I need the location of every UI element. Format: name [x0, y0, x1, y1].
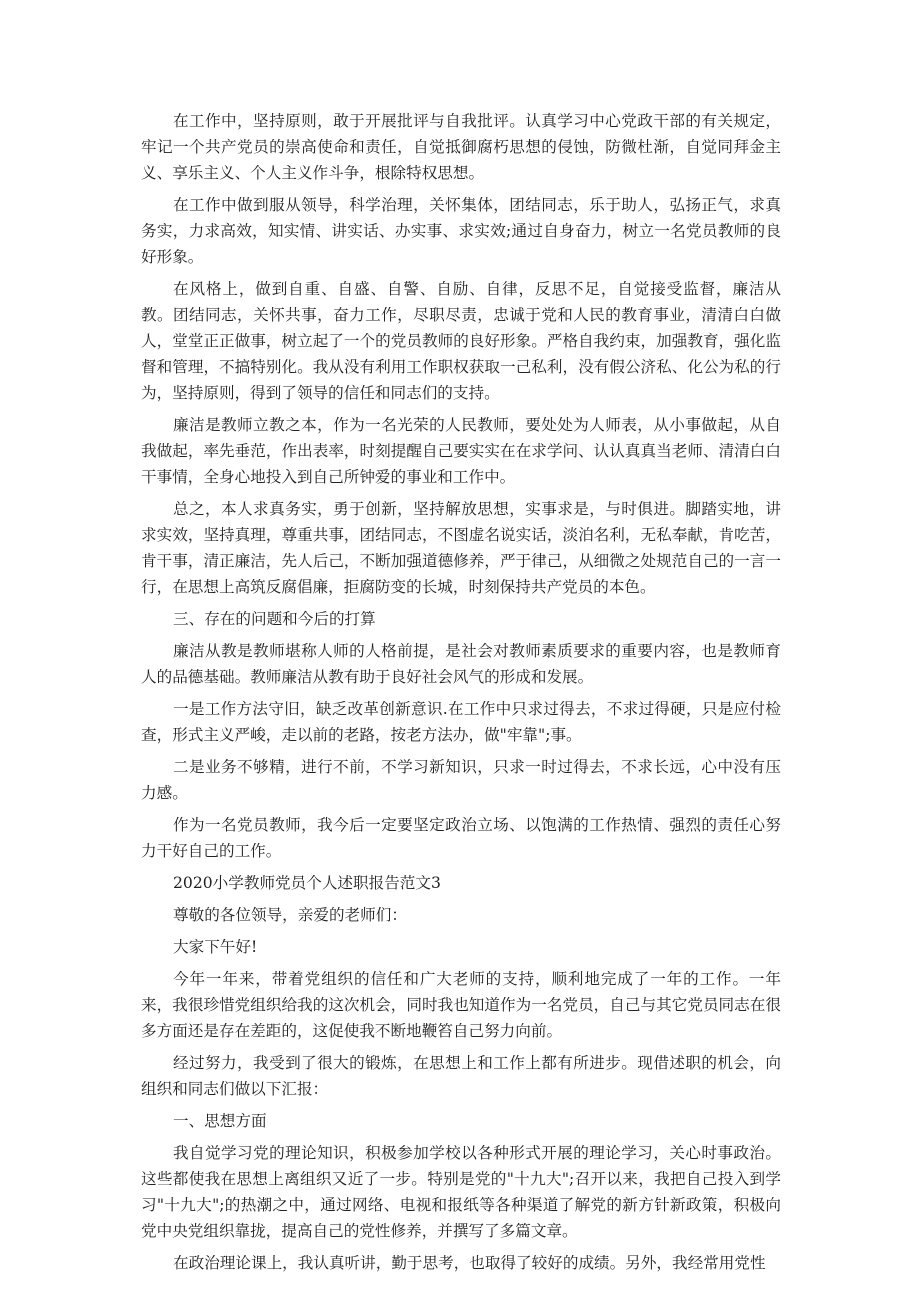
paragraph-discipline: 在工作中，坚持原则，敢于开展批评与自我批评。认真学习中心党政干部的有关规定，牢记一个共产党员的崇高使命和责任，自觉抵御腐朽思想的侵蚀，防微杜渐，自觉同拜金主义、享乐主义、个人主义作斗争，根除特权思想。 [141, 112, 781, 182]
document-body [141, 108, 781, 1282]
paragraph-problem-two: 二是业务不够精，进行不前，不学习新知识，只求一时过得去，不求长远，心中没有压力感。 [141, 758, 781, 802]
report-title: 2020小学教师党员个人述职报告范文3 [173, 874, 441, 892]
paragraph-political-class: 在政治理论课上，我认真听讲，勤于思考，也取得了较好的成绩。另外，我经常用党性 [173, 1254, 766, 1272]
section-heading-thought: 一、思想方面 [173, 1112, 267, 1130]
paragraph-progress: 经过努力，我受到了很大的锻炼，在思想上和工作上都有所进步。现借述职的机会，向组织和同志们做以下汇报： [141, 1054, 781, 1098]
paragraph-integrity: 廉洁是教师立教之本，作为一名光荣的人民教师，要处处为人师表，从小事做起，从自我做起，率先垂范，作出表率，时刻提醒自己要实实在在求学问、认认真真当老师、清清白白干事情，全身心地投入到自己所钟爱的事业和工作中。 [141, 416, 781, 486]
greeting: 大家下午好! [173, 938, 258, 956]
paragraph-year-review: 今年一年来，带着党组织的信任和广大老师的支持，顺利地完成了一年的工作。一年来，我很珍惜党组织给我的这次机会，同时我也知道作为一名党员，自己与其它党员同志在很多方面还是存在差距的，这促使我不断地鞭笞自己努力向前。 [141, 970, 781, 1040]
section-heading-problems: 三、存在的问题和今后的打算 [173, 610, 376, 628]
paragraph-theory-study: 我自觉学习党的理论知识，积极参加学校以各种形式开展的理论学习，关心时事政治。这些都使我在思想上离组织又近了一步。特别是党的"十九大";召开以来，我把自己投入到学习"十九大";的热潮之中，通过网络、电视和报纸等各种渠道了解党的新方针新政策，积极向党中央党组织靠拢，提高自己的党性修养，并撰写了多篇文章。 [141, 1144, 781, 1240]
salutation: 尊敬的各位领导，亲爱的老师们： [173, 906, 407, 924]
paragraph-future-plan: 作为一名党员教师，我今后一定要坚定政治立场、以饱满的工作热情、强烈的责任心努力干好自己的工作。 [141, 816, 781, 860]
paragraph-summary: 总之，本人求真务实，勇于创新，坚持解放思想，实事求是，与时俱进。脚踏实地，讲求实效，坚持真理，尊重共事，团结同志，不图虚名说实话，淡泊名利，无私奉献，肯吃苦，肯干事，清正廉洁，先人后己，不断加强道德修养，严于律己，从细微之处规范自己的一言一行，在思想上高筑反腐倡廉，拒腐防变的长城，时刻保持共产党员的本色。 [141, 500, 781, 596]
paragraph-style: 在风格上，做到自重、自盛、自警、自励、自律，反思不足，自觉接受监督，廉洁从教。团结同志，关怀共事，奋力工作，尽职尽责，忠诚于党和人民的教育事业，清清白白做人，堂堂正正做事，树立起了一个的党员教师的良好形象。严格自我约束，加强教育，强化监督和管理，不搞特别化。我从没有利用工作职权获取一己私利，没有假公济私、化公为私的行为，坚持原则，得到了领导的信任和同志们的支持。 [141, 280, 781, 402]
paragraph-obey-leadership: 在工作中做到服从领导，科学治理，关怀集体，团结同志，乐于助人，弘扬正气，求真务实，力求高效，知实情、讲实话、办实事、求实效;通过自身奋力，树立一名党员教师的良好形象。 [141, 196, 781, 266]
paragraph-clean-teaching: 廉洁从教是教师堪称人师的人格前提，是社会对教师素质要求的重要内容，也是教师育人的品德基础。教师廉洁从教有助于良好社会风气的形成和发展。 [141, 642, 781, 686]
paragraph-problem-one: 一是工作方法守旧，缺乏改革创新意识.在工作中只求过得去，不求过得硬，只是应付检查，形式主义严峻，走以前的老路，按老方法办，做"牢靠";事。 [141, 700, 781, 744]
